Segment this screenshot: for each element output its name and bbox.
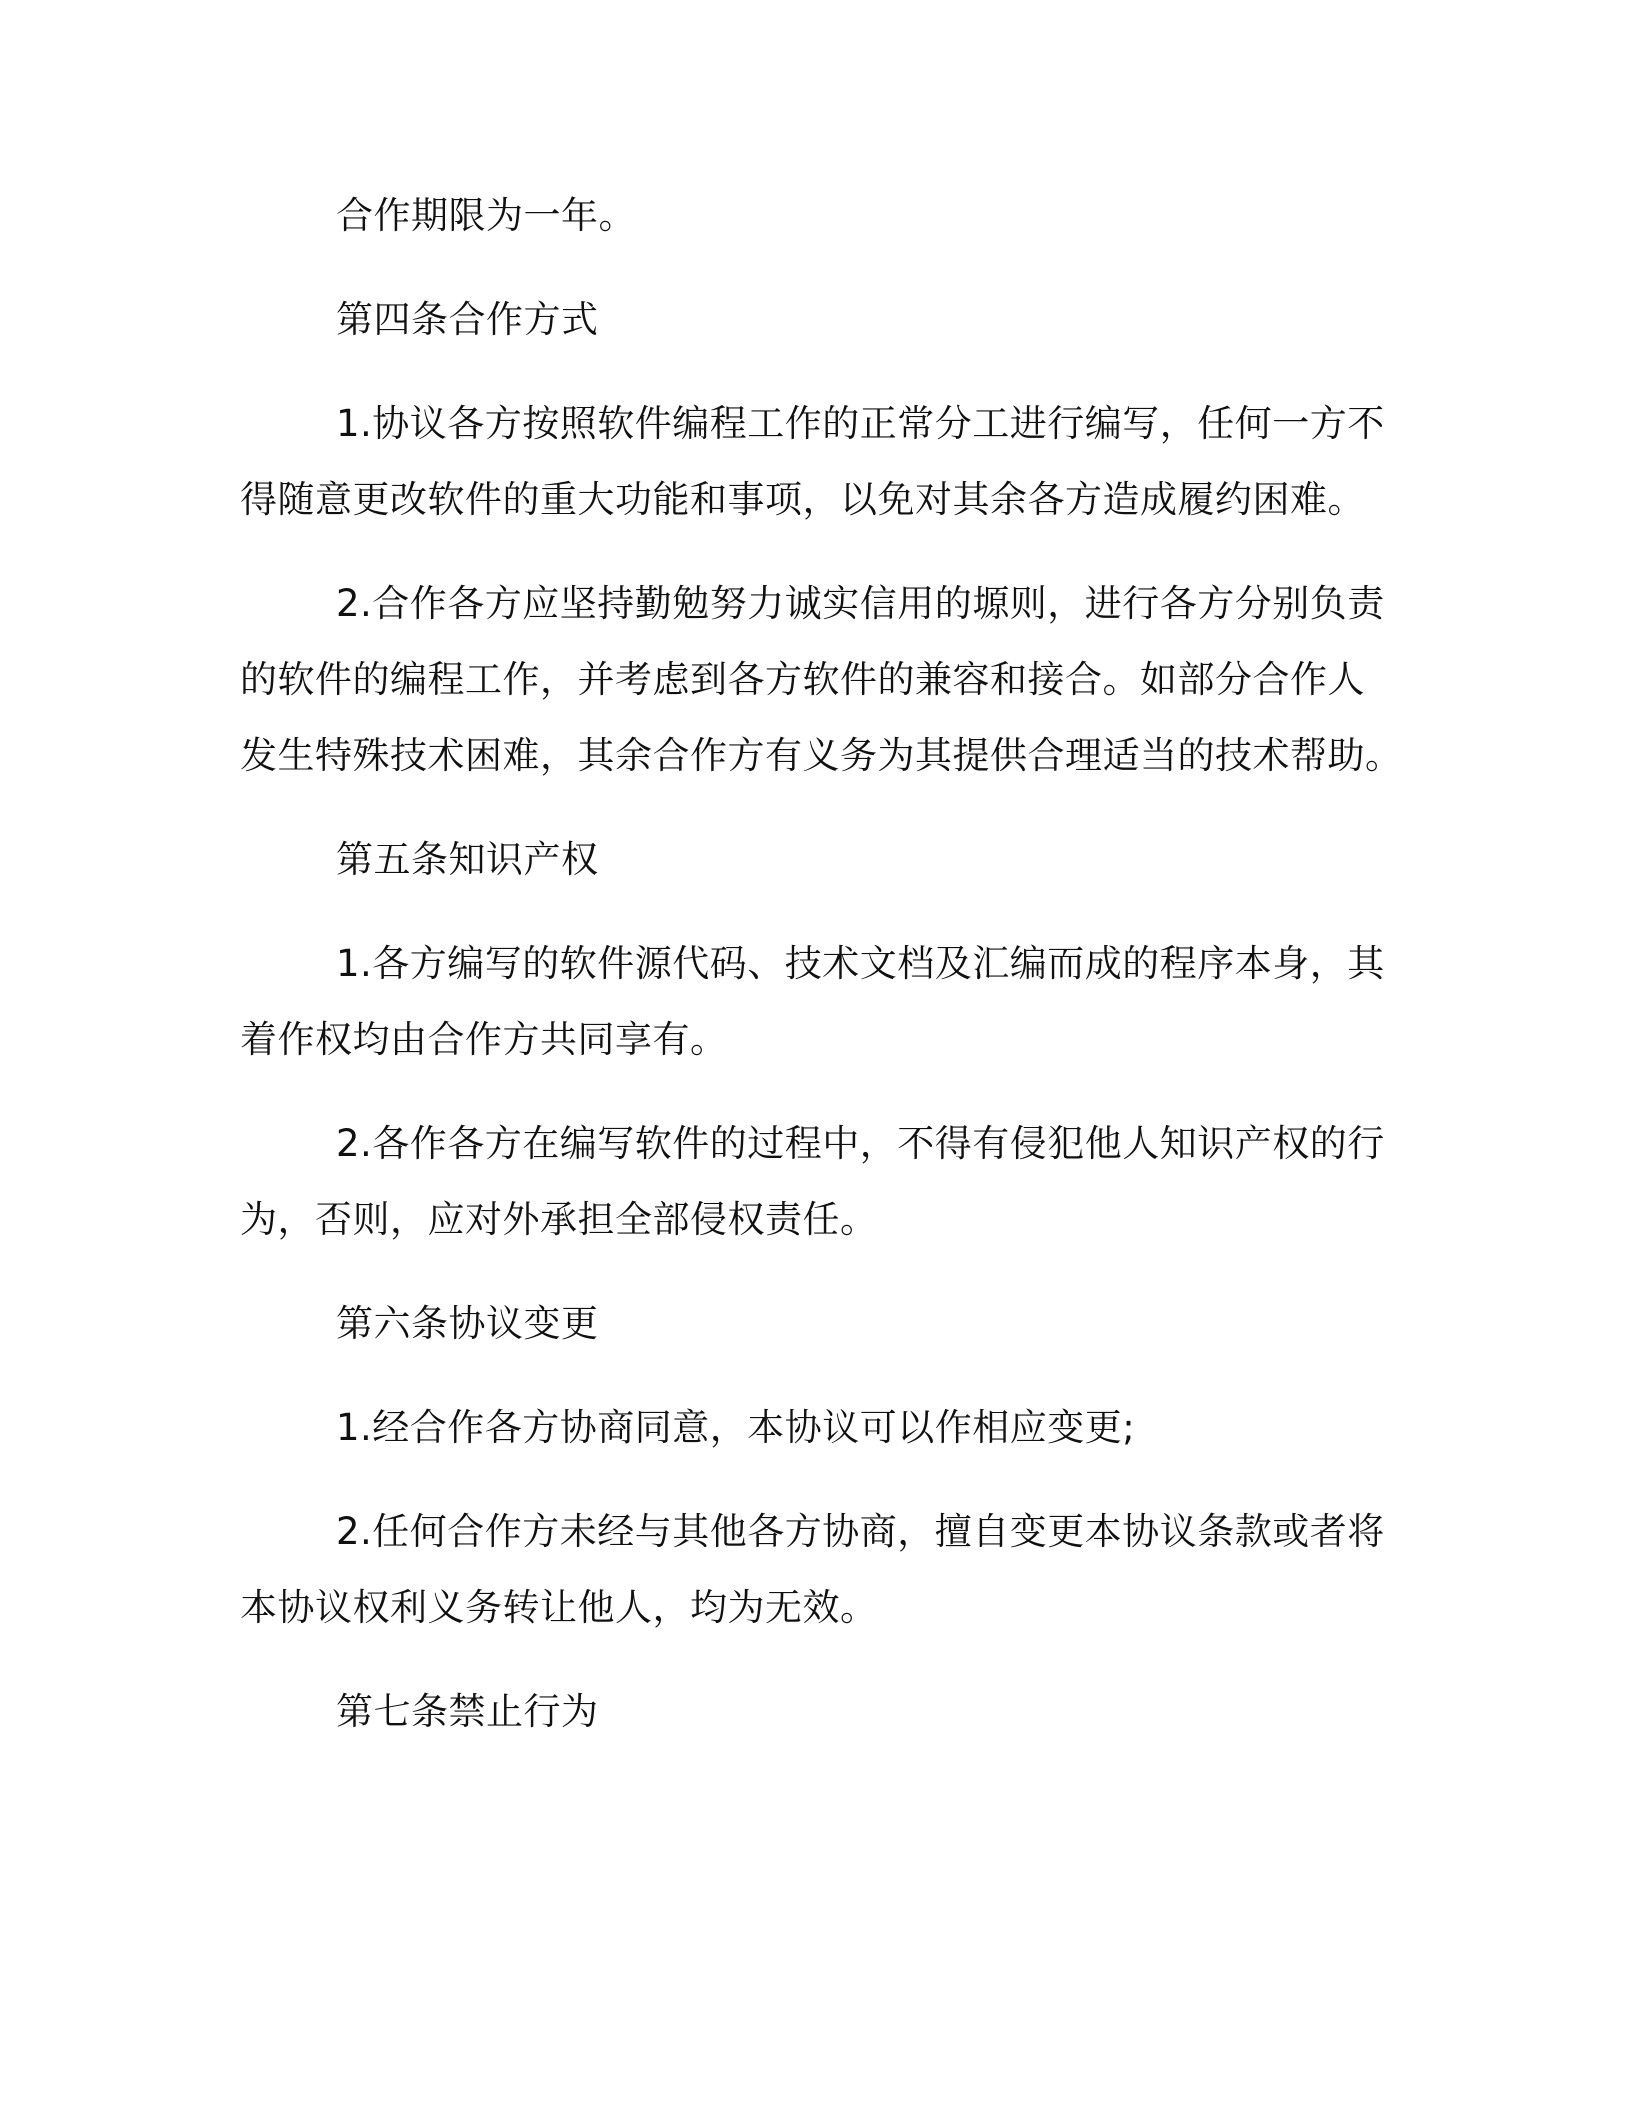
section-heading-6: 第六条协议变更 xyxy=(336,1302,599,1345)
paragraph-5-2-line-2: 为，否则，应对外承担全部侵权责任。 xyxy=(240,1198,878,1241)
paragraph-4-1-line-1: 1.协议各方按照软件编程工作的正常分工进行编写，任何一方不 xyxy=(336,402,1385,445)
paragraph-6-1-line-1: 1.经合作各方协商同意，本协议可以作相应变更; xyxy=(336,1406,1136,1449)
paragraph-5-2-line-1: 2.各作各方在编写软件的过程中，不得有侵犯他人知识产权的行 xyxy=(336,1122,1385,1165)
paragraph-term: 合作期限为一年。 xyxy=(336,194,636,237)
section-heading-5: 第五条知识产权 xyxy=(336,838,599,881)
section-heading-4: 第四条合作方式 xyxy=(336,298,599,341)
paragraph-4-2-line-3: 发生特殊技术困难，其余合作方有义务为其提供合理适当的技术帮助。 xyxy=(240,734,1403,777)
paragraph-4-1-line-2: 得随意更改软件的重大功能和事项，以免对其余各方造成履约困难。 xyxy=(240,478,1365,521)
paragraph-5-1-line-1: 1.各方编写的软件源代码、技术文档及汇编而成的程序本身，其 xyxy=(336,942,1385,985)
paragraph-5-1-line-2: 着作权均由合作方共同享有。 xyxy=(240,1018,728,1061)
paragraph-4-2-line-2: 的软件的编程工作，并考虑到各方软件的兼容和接合。如部分合作人 xyxy=(240,658,1365,701)
paragraph-6-2-line-2: 本协议权利义务转让他人，均为无效。 xyxy=(240,1586,878,1629)
section-heading-7: 第七条禁止行为 xyxy=(336,1690,599,1733)
paragraph-6-2-line-1: 2.任何合作方未经与其他各方协商，擅自变更本协议条款或者将 xyxy=(336,1510,1385,1553)
paragraph-4-2-line-1: 2.合作各方应坚持勤勉努力诚实信用的塬则，进行各方分别负责 xyxy=(336,582,1385,625)
